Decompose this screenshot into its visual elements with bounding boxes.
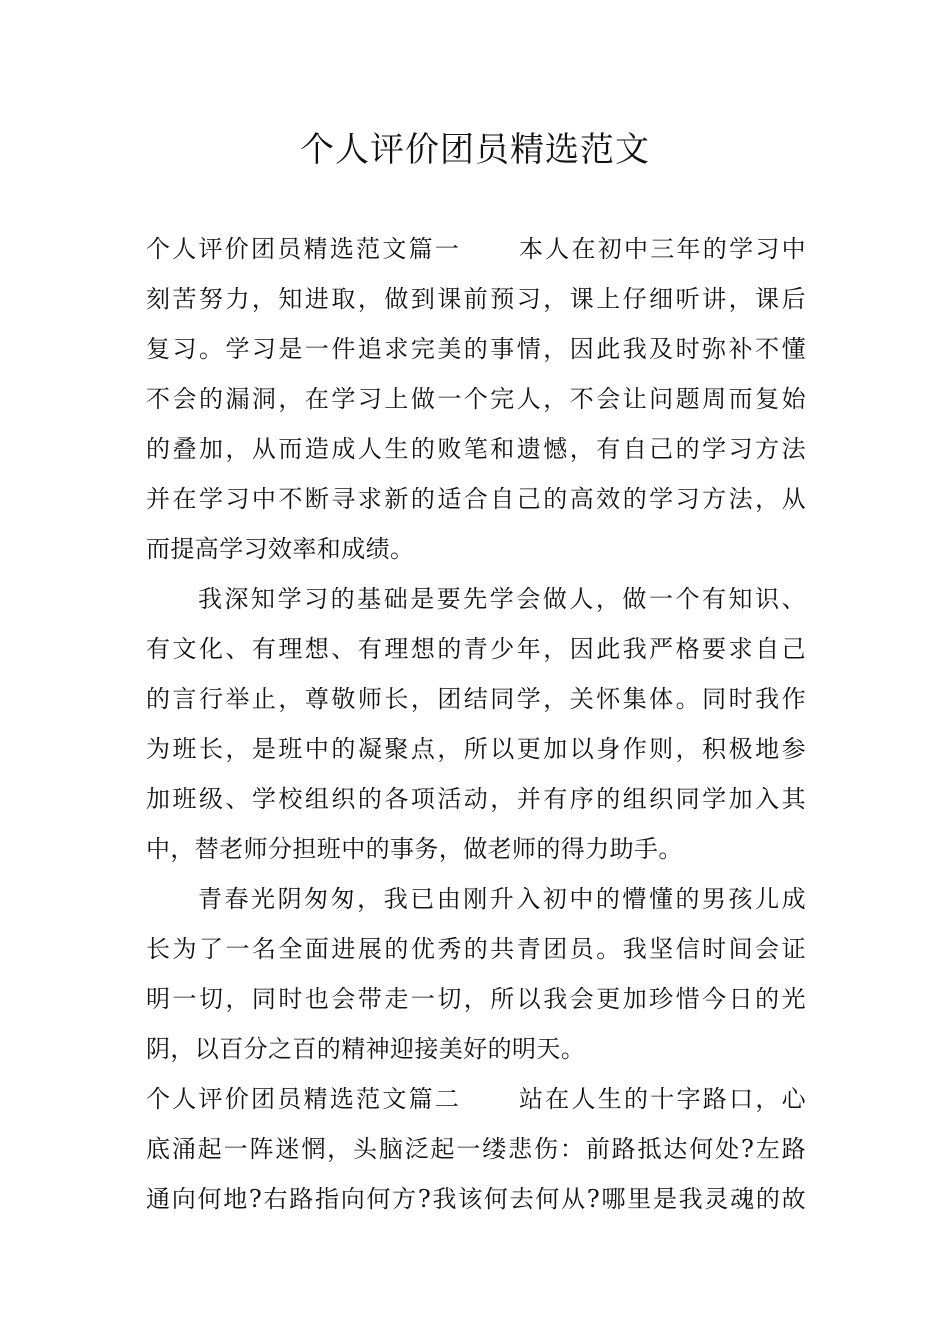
text-line: 阴，以百分之百的精神迎接美好的明天。 (146, 1035, 586, 1063)
text-line: 中，替老师分担班中的事务，做老师的得力助手。 (146, 835, 683, 863)
text-line (146, 1074, 806, 1124)
text-line: 刻苦努力，知进取，做到课前预习，课上仔细听讲，课后 (146, 285, 806, 313)
text-line: 而提高学习效率和成绩。 (146, 535, 415, 563)
document-body (146, 224, 806, 1224)
text-line: 的叠加，从而造成人生的败笔和遗憾，有自己的学习方法 (146, 435, 806, 463)
section-heading: 个人评价团员精选范文篇一 (146, 235, 462, 263)
text-line: 加班级、学校组织的各项活动，并有序的组织同学加入其 (146, 785, 806, 813)
section-text-start: 站在人生的十字路口，心 (517, 1085, 806, 1113)
text-line: 青春光阴匆匆，我已由刚升入初中的懵懂的男孩儿成 (198, 885, 806, 913)
document-title: 个人评价团员精选范文 (300, 130, 650, 170)
text-line: 不会的漏洞，在学习上做一个完人，不会让问题周而复始 (146, 385, 806, 413)
text-line: 的言行举止，尊敬师长，团结同学，关怀集体。同时我作 (146, 685, 806, 713)
text-line: 底涌起一阵迷惘，头脑泛起一缕悲伤：前路抵达何处?左路 (146, 1135, 806, 1163)
text-line: 复习。学习是一件追求完美的事情，因此我及时弥补不懂 (146, 335, 806, 363)
text-line: 我深知学习的基础是要先学会做人，做一个有知识、 (198, 585, 806, 613)
text-line (146, 224, 806, 274)
text-line: 长为了一名全面进展的优秀的共青团员。我坚信时间会证 (146, 935, 806, 963)
text-line: 明一切，同时也会带走一切，所以我会更加珍惜今日的光 (146, 985, 806, 1013)
text-line: 并在学习中不断寻求新的适合自己的高效的学习方法，从 (146, 485, 806, 513)
section-text-start: 本人在初中三年的学习中 (517, 235, 806, 263)
text-line: 为班长，是班中的凝聚点，所以更加以身作则，积极地参 (146, 735, 806, 763)
text-line: 有文化、有理想、有理想的青少年，因此我严格要求自己 (146, 635, 806, 663)
text-line: 通向何地?右路指向何方?我该何去何从?哪里是我灵魂的故 (146, 1185, 806, 1213)
section-heading: 个人评价团员精选范文篇二 (146, 1085, 462, 1113)
